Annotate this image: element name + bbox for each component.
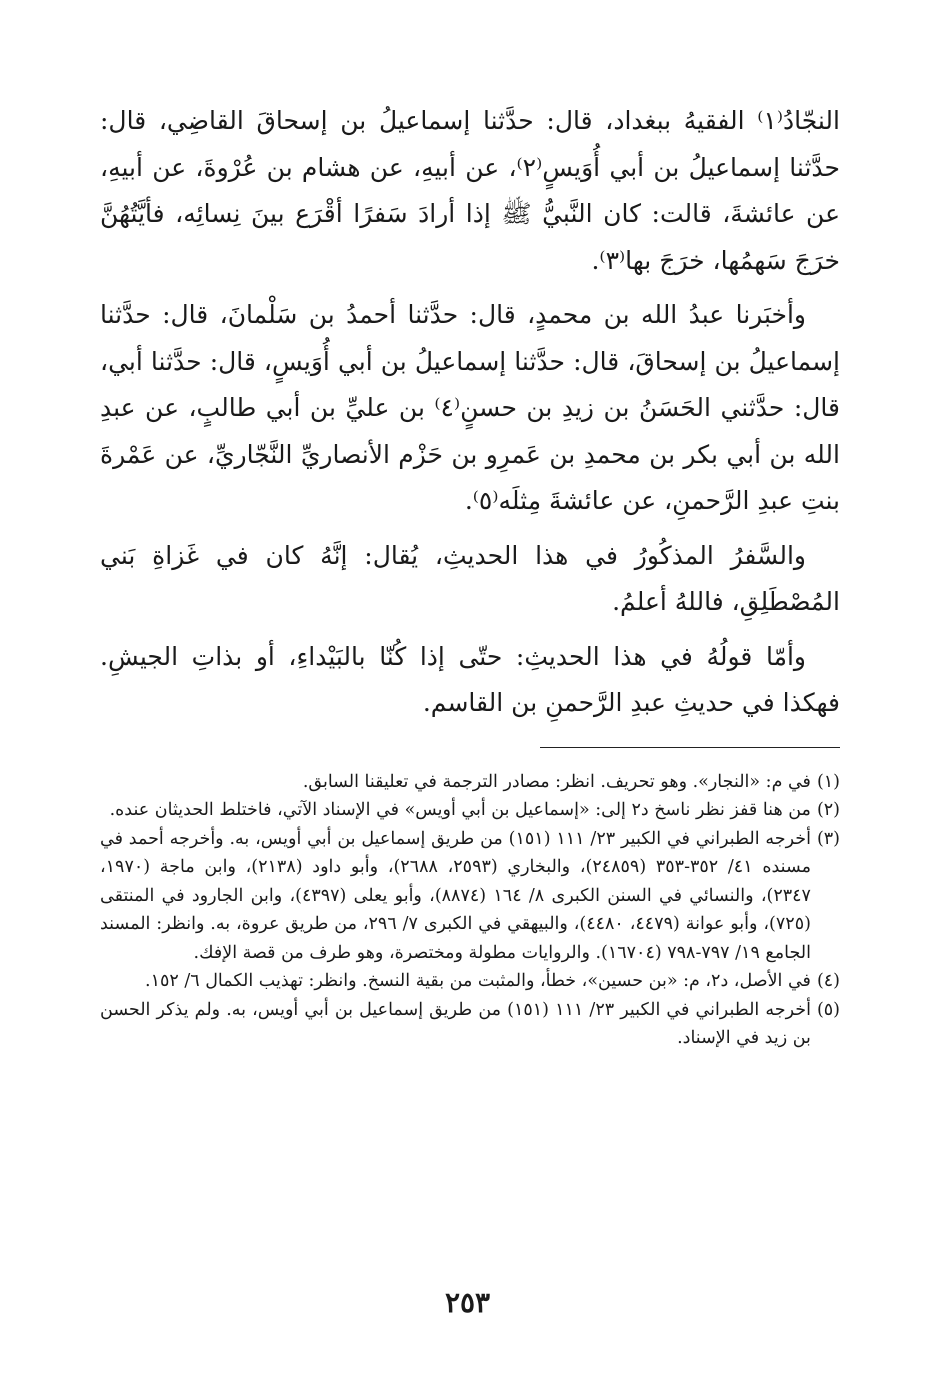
page <box>100 98 840 1376</box>
paragraph-3: والسَّفرُ المذكُورُ في هذا الحديثِ، يُقال: إنَّهُ كان في غَزاةِ بَني المُصْطَلِقِ، فاللهُ أعلمُ. <box>100 540 840 616</box>
footnote-number: (٤) <box>816 971 840 991</box>
footnote-number: (١) <box>816 771 840 792</box>
footnote-4 <box>100 967 840 996</box>
paragraph-4: وأمّا قولُهُ في هذا الحديثِ: حتّى إذا كُنّا بالبَيْداءِ، أو بذاتِ الجيشِ. فهكذا في حديثِ عبدِ الرَّحمنِ بن القاسم. <box>100 641 840 717</box>
page-number: ٢٥٣ <box>444 1286 491 1319</box>
footnote-3 <box>100 825 840 968</box>
footnote-number: (٣) <box>816 828 840 849</box>
footnote-5 <box>100 996 840 1053</box>
footnote-number: (٥) <box>816 999 840 1020</box>
paragraph-1: النجّادُ⁽١⁾ الفقيهُ ببغداد، قال: حدَّثنا إسماعيلُ بن إسحاقَ القاضِي، قال: حدَّثنا إسماعيلُ بن أبي أُوَيسٍ⁽٢⁾، عن أبيهِ، عن هشام بن عُرْوةَ، عن أبيهِ، عن عائشةَ، قالت: كان النَّبيُّ ﷺ إذا أرادَ سَفرًا أقْرَع بينَ نِسائِه، فأيَّتُهُنَّ خرَجَ سَهمُها، خرَجَ بها⁽٣⁾. <box>100 106 840 275</box>
footnote-divider <box>540 747 840 748</box>
footnotes <box>100 768 840 1053</box>
paragraph-2: وأخبَرنا عبدُ الله بن محمدٍ، قال: حدَّثنا أحمدُ بن سَلْمانَ، قال: حدَّثنا إسماعيلُ بن إسحاقَ، قال: حدَّثنا إسماعيلُ بن أبي أُوَيسٍ، قال: حدَّثنا أبي، قال: حدَّثني الحَسَنُ بن زيدِ بن حسنٍ⁽٤⁾ بن عليِّ بن أبي طالبٍ، عن عبدِ الله بن أبي بكر بن محمدِ بن عَمرِو بن حَزْم الأنصاريِّ النَّجّاريِّ، عن عَمْرةَ بنتِ عبدِ الرَّحمنِ، عن عائشةَ مِثلَه⁽٥⁾. <box>100 300 840 515</box>
footnote-text: من هنا قفز نظر ناسخ د٢ إلى: «إسماعيل بن أبي أويس» في الإسناد الآتي، فاختلط الحديثان عنده. <box>109 800 811 820</box>
footnote-text: أخرجه الطبراني في الكبير ٢٣/ ١١١ (١٥١) من طريق إسماعيل بن أبي أويس، به. وأخرجه أحمد في مسنده ٤١/ ٣٥٢-٣٥٣ (٢٤٨٥٩)، والبخاري (٢٥٩٣، ٢٦٨٨)، وأبو داود (٢١٣٨)، وابن ماجة (١٩٧٠، ٢٣٤٧)، والنسائي في السنن الكبرى ٨/ ١٦٤ (٨٨٧٤)، وأبو يعلى (٤٣٩٧)، وابن الجارود في المنتقى (٧٢٥)، وأبو عوانة (٤٤٧٩، ٤٤٨٠)، والبيهقي في الكبرى ٧/ ٢٩٦، من طريق عروة، به. وانظر: المسند الجامع ١٩/ ٧٩٧-٧٩٨ (١٦٧٠٤). والروايات مطولة ومختصرة، وهو طرف من قصة الإفك. <box>100 828 811 963</box>
footnote-text: أخرجه الطبراني في الكبير ٢٣/ ١١١ (١٥١) من طريق إسماعيل بن أبي أويس، به. ولم يذكر الحسن بن زيد في الإسناد. <box>100 999 811 1048</box>
footnote-1 <box>100 768 840 797</box>
footnote-number: (٢) <box>816 800 840 820</box>
footnote-text: في م: «النجار». وهو تحريف. انظر: مصادر الترجمة في تعليقنا السابق. <box>302 771 811 792</box>
footnote-text: في الأصل، د٢، م: «بن حسين»، خطأ، والمثبت من بقية النسخ. وانظر: تهذيب الكمال ٦/ ١٥٢. <box>144 971 811 991</box>
footnote-2 <box>100 796 840 825</box>
main-text <box>100 98 840 727</box>
